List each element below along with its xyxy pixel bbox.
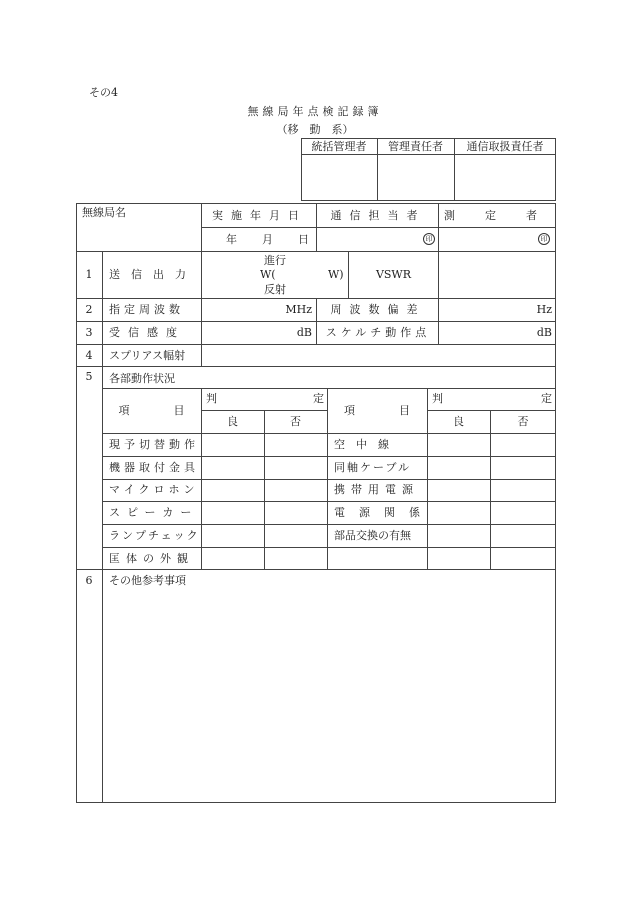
frequency-deviation-unit: Hz [536, 303, 552, 316]
page-label: その4 [89, 86, 118, 99]
row-3-number: 3 [85, 326, 93, 339]
judgment-cell[interactable] [265, 434, 326, 455]
signoff-cell-operator[interactable] [455, 155, 555, 200]
left-judge-header-1: 判 [206, 392, 217, 405]
judgment-cell[interactable] [202, 434, 263, 455]
row-6-label: その他参考事項 [109, 574, 186, 587]
row-6-number: 6 [85, 574, 93, 587]
row-3-label: 受信感度 [109, 326, 185, 339]
judgment-cell[interactable] [265, 457, 326, 478]
judgment-cell[interactable] [265, 548, 326, 568]
judgment-cell[interactable] [491, 457, 555, 478]
inspection-item-right: 空 中 線 [334, 438, 389, 451]
right-good-header: 良 [453, 415, 464, 428]
judgment-cell[interactable] [491, 480, 555, 500]
judgment-cell[interactable] [491, 548, 555, 568]
signoff-header-general: 統括管理者 [311, 140, 367, 153]
watt-close-label: W) [328, 268, 344, 281]
judgment-cell[interactable] [265, 525, 326, 546]
date-day-label: 日 [298, 233, 309, 246]
right-judge-header-2: 定 [541, 392, 552, 405]
judgment-cell[interactable] [428, 525, 489, 546]
inspection-item-right: 部品交換の有無 [334, 529, 411, 542]
inspection-item-left: ランプチェック [109, 529, 200, 542]
signoff-header-manager: 管理責任者 [388, 140, 443, 153]
right-bad-header: 否 [517, 415, 529, 428]
judgment-cell[interactable] [491, 434, 555, 455]
remarks-field[interactable] [103, 590, 555, 802]
measurer-label: 測定者 [444, 209, 567, 222]
signoff-cell-manager[interactable] [378, 155, 453, 200]
judgment-cell[interactable] [428, 480, 489, 500]
inspection-item-left: 機器取付金具 [109, 461, 199, 474]
watt-open-label: W( [260, 268, 276, 281]
row-1-label: 送 信 出 力 [109, 268, 186, 281]
squelch-unit: dB [536, 326, 552, 339]
right-item-header: 項 目 [344, 404, 410, 417]
left-item-header: 項 目 [118, 404, 185, 417]
row-5-number: 5 [85, 370, 93, 383]
inspection-item-left: スピーカー [109, 506, 199, 519]
inspection-item-left: マイクロホン [109, 483, 199, 496]
forward-label: 進行 [264, 254, 286, 267]
squelch-label: スケルチ動作点 [325, 326, 431, 339]
operator-label: 通信担当者 [330, 209, 426, 222]
frequency-deviation-label: 周波数偏差 [330, 303, 426, 316]
left-good-header: 良 [227, 415, 238, 428]
left-judge-header-2: 定 [313, 392, 324, 405]
operator-seal-mark: 印 [423, 233, 435, 245]
frequency-unit: MHz [285, 303, 312, 316]
row-2-label: 指定周波数 [109, 303, 184, 316]
inspection-item-right: 電源関係 [334, 506, 434, 519]
judgment-cell[interactable] [428, 548, 489, 568]
judgment-cell[interactable] [202, 548, 263, 568]
judgment-cell[interactable] [428, 434, 489, 455]
station-name-field[interactable] [77, 222, 200, 250]
page-subtitle: （移 動 系） [276, 123, 354, 136]
reflect-label: 反射 [264, 283, 286, 296]
row-5-label: 各部動作状況 [109, 372, 175, 385]
row-2-number: 2 [85, 303, 93, 316]
date-year-label: 年 [226, 233, 237, 246]
judgment-cell[interactable] [265, 502, 326, 523]
vswr-field[interactable] [439, 252, 555, 297]
signoff-cell-general[interactable] [302, 155, 376, 200]
judgment-cell[interactable] [491, 502, 555, 523]
power-field[interactable] [202, 252, 347, 297]
date-label: 実施年月日 [212, 209, 307, 222]
judgment-cell[interactable] [202, 480, 263, 500]
row-4-label: スプリアス幅射 [109, 349, 186, 362]
measurer-seal-mark: 印 [538, 233, 550, 245]
right-judge-header-1: 判 [432, 392, 443, 405]
inspection-item-right: 携帯用電源 [334, 483, 419, 496]
date-month-label: 月 [262, 233, 273, 246]
judgment-cell[interactable] [202, 502, 263, 523]
judgment-cell[interactable] [428, 502, 489, 523]
judgment-cell[interactable] [202, 457, 263, 478]
judgment-cell[interactable] [265, 480, 326, 500]
row-4-number: 4 [85, 349, 93, 362]
row-1-number: 1 [85, 268, 93, 281]
spurious-field[interactable] [202, 345, 555, 365]
left-bad-header: 否 [290, 415, 301, 428]
inspection-item-right: 同軸ケーブル [334, 461, 412, 474]
vswr-label: VSWR [375, 268, 412, 281]
judgment-cell[interactable] [491, 525, 555, 546]
operator-field[interactable] [317, 228, 437, 250]
signoff-header-operator: 通信取扱責任者 [466, 140, 544, 153]
judgment-cell[interactable] [202, 525, 263, 546]
judgment-cell[interactable] [428, 457, 489, 478]
inspection-item-left: 現予切替動作 [109, 438, 199, 451]
sensitivity-unit: dB [296, 326, 312, 339]
station-name-label: 無線局名 [82, 206, 126, 219]
inspection-item-left: 匡体の外観 [109, 552, 194, 565]
page-title: 無線局年点検記録簿 [247, 105, 383, 118]
